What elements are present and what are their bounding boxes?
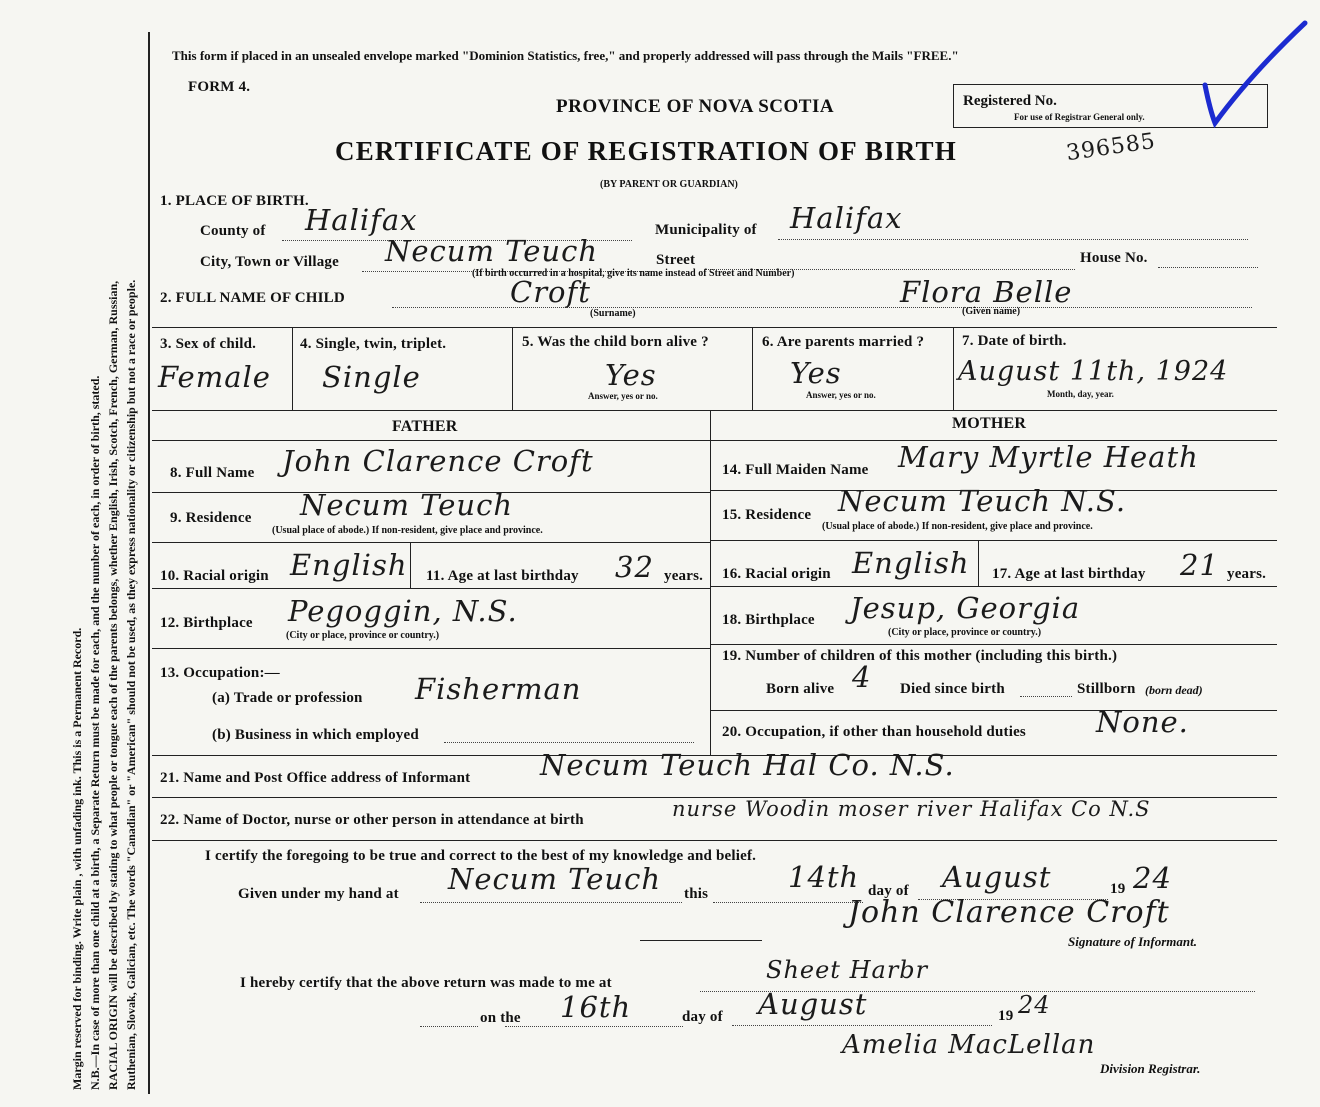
- street-label: Street: [656, 252, 696, 268]
- given-day-value: 14th: [788, 860, 860, 894]
- mother-occupation-label: 20. Occupation, if other than household duties: [722, 724, 1026, 740]
- parents-married-value: Yes: [790, 356, 842, 390]
- given-name-note: (Given name): [962, 306, 1021, 317]
- business-label: (b) Business in which employed: [212, 727, 419, 743]
- father-heading: FATHER: [392, 418, 458, 435]
- registrar-day-of-label: day of: [682, 1009, 723, 1025]
- mother-name-value: Mary Myrtle Heath: [898, 440, 1199, 474]
- father-residence-label: 9. Residence: [170, 510, 252, 526]
- mother-residence-value: Necum Teuch N.S.: [838, 484, 1127, 518]
- certify-statement: I certify the foregoing to be true and correct to the best of my knowledge and belief.: [205, 848, 757, 864]
- registrar-place-value: Sheet Harbr: [766, 956, 929, 984]
- father-residence-note: (Usual place of abode.) If non-resident, give place and province.: [272, 525, 543, 536]
- doctor-label: 22. Name of Doctor, nurse or other person in attendance at birth: [160, 812, 584, 828]
- registrar-year-prefix: 19: [998, 1008, 1014, 1024]
- house-number-label: House No.: [1080, 250, 1148, 266]
- margin-note-racial-origin: RACIAL ORIGIN will be described by stating to what people or tongue each of the parents belongs, whether English, Irish, Scotch, French, German, Russian,: [106, 280, 120, 1090]
- parents-divider: [710, 410, 711, 755]
- form-number: FORM 4.: [188, 79, 251, 95]
- city-value: Necum Teuch: [385, 234, 599, 268]
- informant-signature-caption: Signature of Informant.: [1068, 934, 1197, 949]
- mother-racial-origin-value: English: [852, 546, 970, 580]
- left-margin-rule: [148, 32, 150, 1094]
- informant-signature: John Clarence Croft: [848, 895, 1170, 930]
- mother-racial-origin-label: 16. Racial origin: [722, 566, 831, 582]
- multiple-birth-label: 4. Single, twin, triplet.: [300, 336, 447, 352]
- margin-note-multiple-births: N.B.—In case of more than one child at a birth, a Separate Return must be made for each, and the number of each, in order of birth, stated.: [88, 375, 102, 1090]
- multiple-birth-value: Single: [322, 360, 421, 394]
- checkmark-icon: [1195, 15, 1315, 135]
- father-racial-origin-value: English: [290, 548, 408, 582]
- registrar-statement: I hereby certify that the above return was made to me at: [240, 975, 612, 991]
- trade-label: (a) Trade or profession: [212, 690, 363, 706]
- registered-number-note: For use of Registrar General only.: [1014, 112, 1145, 122]
- mother-name-label: 14. Full Maiden Name: [722, 462, 869, 478]
- hospital-note: (If birth occurred in a hospital, give its name instead of Street and Number): [472, 268, 795, 279]
- mother-age-years: years.: [1227, 566, 1267, 582]
- surname-note: (Surname): [590, 308, 636, 319]
- county-value: Halifax: [305, 203, 418, 237]
- margin-note-racial-origin-2: Ruthenian, Slovak, Galician, etc. The words "Canadian" or "American" should not be used, as they express nationality or citizenship but not a race or people.: [124, 279, 138, 1090]
- mail-notice: This form if placed in an unsealed envelope marked "Dominion Statistics, free," and properly addressed will pass through the Mails "FREE.": [172, 48, 959, 63]
- mother-heading: MOTHER: [952, 415, 1027, 432]
- this-label: this: [684, 886, 709, 902]
- county-label: County of: [200, 223, 266, 239]
- born-alive-value: Yes: [605, 358, 657, 392]
- father-residence-value: Necum Teuch: [300, 488, 514, 522]
- father-birthplace-note: (City or place, province or country.): [286, 630, 440, 641]
- informant-value: Necum Teuch Hal Co. N.S.: [540, 748, 955, 782]
- mother-age-label: 17. Age at last birthday: [992, 566, 1146, 582]
- doctor-value: nurse Woodin moser river Halifax Co N.S: [672, 797, 1151, 821]
- stillborn-note: (born dead): [1145, 683, 1203, 697]
- given-place-value: Necum Teuch: [448, 862, 662, 896]
- mother-occupation-value: None.: [1096, 705, 1189, 739]
- municipality-label: Municipality of: [655, 222, 757, 238]
- mother-age-value: 21: [1180, 548, 1219, 582]
- registered-number-value: 396585: [1064, 128, 1158, 167]
- signature-rule: [640, 940, 762, 941]
- mother-birthplace-note: (City or place, province or country.): [888, 627, 1042, 638]
- children-count-label: 19. Number of children of this mother (including this birth.): [722, 648, 1118, 664]
- died-since-birth-label: Died since birth: [900, 681, 1005, 697]
- given-year-value: 24: [1133, 861, 1172, 895]
- registrar-day-value: 16th: [560, 990, 632, 1024]
- registrar-signature: Amelia MacLellan: [842, 1030, 1096, 1060]
- province-heading: PROVINCE OF NOVA SCOTIA: [556, 96, 835, 117]
- stillborn-label: Stillborn: [1077, 681, 1136, 697]
- mother-birthplace-value: Jesup, Georgia: [850, 591, 1081, 625]
- born-alive-question-label: 5. Was the child born alive ?: [522, 334, 709, 350]
- city-label: City, Town or Village: [200, 254, 339, 270]
- father-birthplace-value: Pegoggin, N.S.: [288, 594, 518, 628]
- on-the-label: on the: [480, 1010, 521, 1026]
- father-occupation-label: 13. Occupation:—: [160, 665, 280, 681]
- mother-residence-label: 15. Residence: [722, 507, 812, 523]
- child-surname-value: Croft: [510, 275, 591, 309]
- sex-label: 3. Sex of child.: [160, 336, 257, 352]
- parents-married-label: 6. Are parents married ?: [762, 334, 925, 350]
- born-alive-label: Born alive: [766, 681, 835, 697]
- child-given-name-value: Flora Belle: [900, 275, 1073, 309]
- born-alive-note: Answer, yes or no.: [588, 391, 658, 401]
- father-age-label: 11. Age at last birthday: [426, 568, 579, 584]
- given-under-hand-label: Given under my hand at: [238, 886, 399, 902]
- parents-married-note: Answer, yes or no.: [806, 390, 876, 400]
- municipality-value: Halifax: [790, 201, 903, 235]
- registered-number-label: Registered No.: [963, 93, 1057, 109]
- mother-birthplace-label: 18. Birthplace: [722, 612, 815, 628]
- day-of-label: day of: [868, 883, 909, 899]
- given-year-prefix: 19: [1110, 881, 1126, 897]
- father-racial-origin-label: 10. Racial origin: [160, 568, 269, 584]
- born-alive-count: 4: [852, 660, 872, 694]
- registrar-year-value: 24: [1018, 991, 1051, 1019]
- father-age-years: years.: [664, 568, 704, 584]
- place-of-birth-heading: 1. PLACE OF BIRTH.: [160, 193, 309, 209]
- mother-residence-note: (Usual place of abode.) If non-resident, give place and province.: [822, 521, 1093, 532]
- child-name-label: 2. FULL NAME OF CHILD: [160, 290, 345, 306]
- registrar-month-value: August: [758, 987, 868, 1021]
- registrar-signature-caption: Division Registrar.: [1100, 1061, 1201, 1076]
- father-name-value: John Clarence Croft: [282, 444, 594, 478]
- date-of-birth-label: 7. Date of birth.: [962, 333, 1067, 349]
- certificate-title: CERTIFICATE OF REGISTRATION OF BIRTH: [335, 136, 957, 166]
- date-of-birth-note: Month, day, year.: [1047, 389, 1114, 399]
- father-name-label: 8. Full Name: [170, 465, 255, 481]
- date-of-birth-value: August 11th, 1924: [958, 356, 1229, 387]
- given-month-value: August: [942, 860, 1052, 894]
- margin-note-binding: Margin reserved for binding. Write plain , with unfading ink. This is a Permanent Record.: [70, 627, 84, 1090]
- father-birthplace-label: 12. Birthplace: [160, 615, 253, 631]
- informant-label: 21. Name and Post Office address of Informant: [160, 770, 471, 786]
- sex-value: Female: [158, 360, 271, 394]
- father-age-value: 32: [615, 550, 654, 584]
- certificate-subtitle: (BY PARENT OR GUARDIAN): [600, 179, 738, 190]
- trade-value: Fisherman: [415, 672, 582, 706]
